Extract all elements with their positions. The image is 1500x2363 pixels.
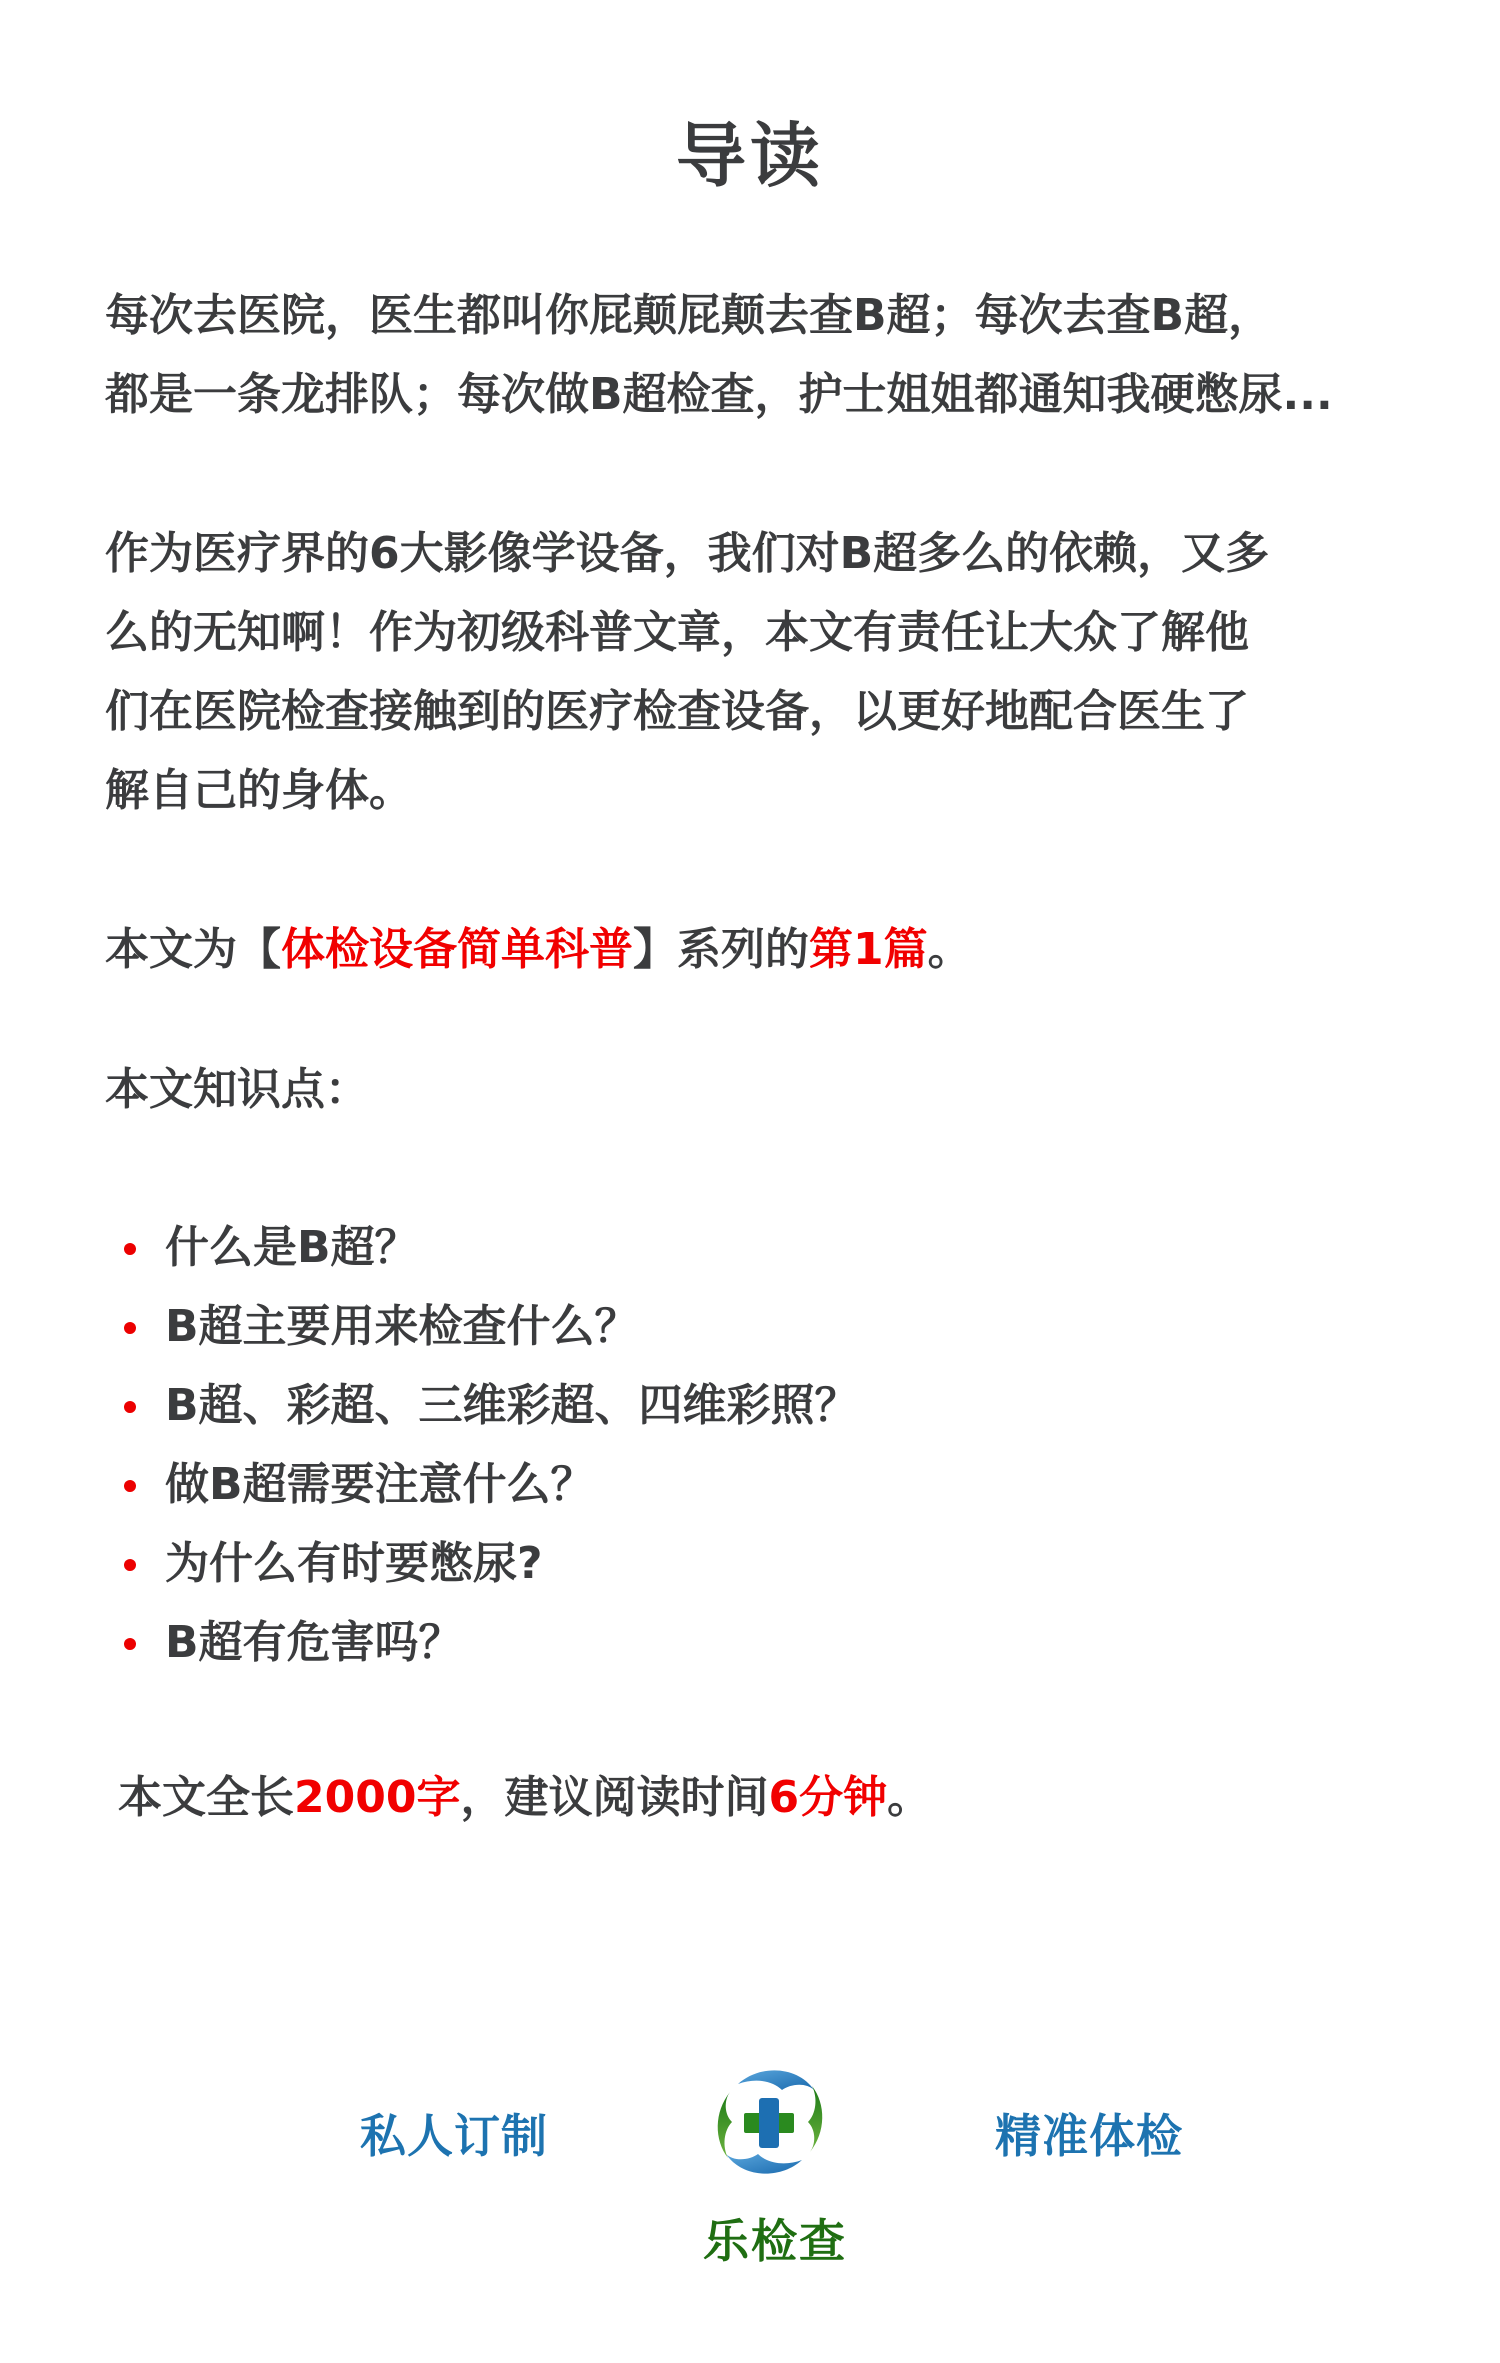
bullet-dot-icon <box>124 1243 136 1255</box>
bullet-dot-icon <box>124 1401 136 1413</box>
purpose-paragraph <box>105 514 1405 830</box>
series-statement <box>105 910 1485 989</box>
series-name: 体检设备简单科普 <box>281 924 633 975</box>
list-item: 做B超需要注意什么？ <box>115 1445 859 1524</box>
knowledge-points-list <box>115 1208 859 1682</box>
page-title: 导读 <box>676 115 824 197</box>
bullet-dot-icon <box>124 1559 136 1571</box>
series-middle: 】系列的 <box>633 924 809 975</box>
reading-time: 6分钟 <box>768 1772 888 1823</box>
purpose-line: 们在医院检查接触到的医疗检查设备，以更好地配合医生了 <box>105 686 1249 737</box>
list-item: B超、彩超、三维彩超、四维彩照？ <box>115 1366 859 1445</box>
bullet-dot-icon <box>124 1322 136 1334</box>
intro-line-2: 都是一条龙排队；每次做B超检查，护士姐姐都通知我硬憋尿... <box>105 369 1333 420</box>
purpose-line: 作为医疗界的6大影像学设备，我们对B超多么的依赖，又多 <box>105 528 1270 579</box>
purpose-line: 解自己的身体。 <box>105 765 413 816</box>
intro-paragraph <box>105 276 1485 434</box>
bullet-dot-icon <box>124 1638 136 1650</box>
series-number: 第1篇 <box>809 924 928 975</box>
brand-name: 乐检查 <box>703 2214 847 2268</box>
article-length: 2000字 <box>294 1772 461 1823</box>
reading-summary: 本文全长2000字，建议阅读时间6分钟。 <box>118 1772 932 1823</box>
series-suffix: 。 <box>927 924 972 975</box>
list-item: B超有危害吗？ <box>115 1603 859 1682</box>
purpose-line: 么的无知啊！作为初级科普文章，本文有责任让大众了解他 <box>105 607 1249 658</box>
list-item: 为什么有时要憋尿? <box>115 1524 859 1603</box>
slogan-precise-checkup: 精准体检 <box>995 2109 1183 2163</box>
knowledge-heading: 本文知识点： <box>105 1064 369 1115</box>
slogan-private-custom: 私人订制 <box>360 2109 548 2163</box>
series-prefix: 本文为【 <box>105 924 281 975</box>
list-item: B超主要用来检查什么？ <box>115 1287 859 1366</box>
list-item: 什么是B超？ <box>115 1208 859 1287</box>
medical-cross-logo-icon <box>710 2062 830 2182</box>
bullet-dot-icon <box>124 1480 136 1492</box>
intro-line-1: 每次去医院，医生都叫你屁颠屁颠去查B超；每次去查B超， <box>105 290 1273 341</box>
